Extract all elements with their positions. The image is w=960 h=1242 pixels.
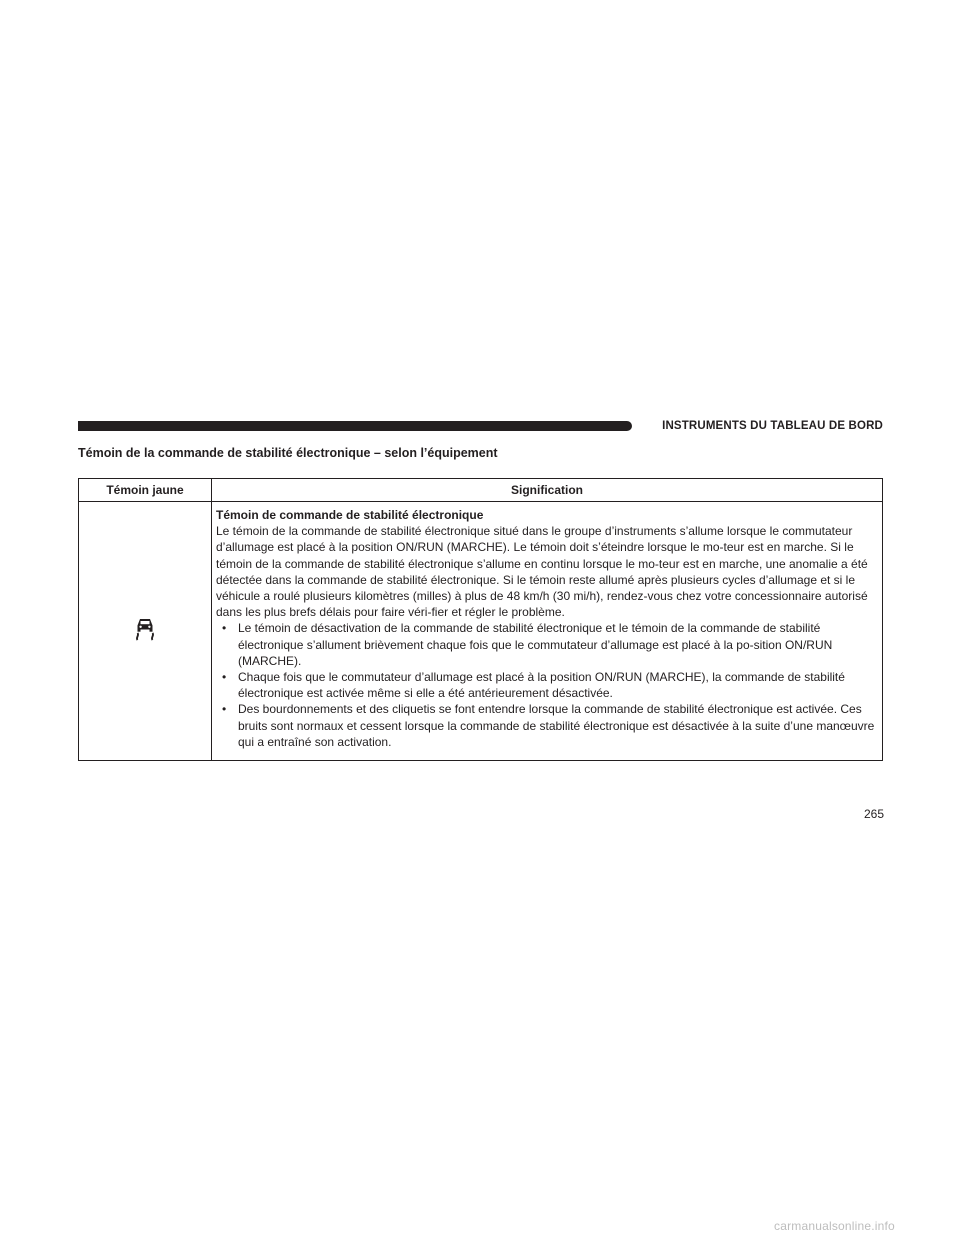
meaning-cell [212, 502, 883, 761]
electronic-stability-control-icon [134, 628, 156, 645]
column-header-meaning: Signification [212, 479, 883, 502]
header-rule-bar [78, 421, 632, 431]
list-item: • Des bourdonnements et des cliquetis se font entendre lorsque la commande de stabilité électronique est activée. Ces bruits sont normaux et cessent lorsque la commande de stabilité électronique est désactivée à la suite d’une manœuvre qui a entraîné son activation. [216, 701, 878, 750]
section-title: Témoin de la commande de stabilité électronique – selon l’équipement [78, 446, 498, 460]
meaning-title: Témoin de commande de stabilité électronique [216, 508, 484, 522]
meaning-paragraph: Le témoin de la commande de stabilité électronique situé dans le groupe d’instruments s’allume lorsque le commutateur d’allumage est placé à la position ON/RUN (MARCHE). Le témoin doit s’éteindre lorsque le mo-teur est en marche. Si le témoin de la commande de stabilité électronique s’allume en continu lorsque le mo-teur est en marche, une anomalie a été détectée dans la commande de stabilité électronique. Si le témoin reste allumé après plusieurs cycles d’allumage et si le véhicule a roulé plusieurs kilomètres (milles) à plus de 48 km/h (30 mi/h), rendez-vous chez votre concessionnaire autorisé dans les plus brefs délais pour faire véri-fier et régler le problème. [216, 524, 868, 620]
indicator-table [78, 478, 883, 761]
watermark: carmanualsonline.info [774, 1219, 895, 1233]
list-item: • Chaque fois que le commutateur d’allumage est placé à la position ON/RUN (MARCHE), la commande de stabilité électronique est activée même si elle a été antérieurement désactivée. [216, 669, 878, 701]
indicator-icon-cell [79, 502, 212, 761]
page-number: 265 [863, 807, 884, 821]
chapter-header: INSTRUMENTS DU TABLEAU DE BORD [662, 420, 883, 432]
list-item: • Le témoin de désactivation de la commande de stabilité électronique et le témoin de la commande de stabilité électronique s’allument brièvement chaque fois que le commutateur d’allumage est placé à la po-sition ON/RUN (MARCHE). [216, 620, 878, 669]
column-header-indicator: Témoin jaune [79, 479, 212, 502]
meaning-bullet-list [216, 620, 878, 750]
table-row [79, 502, 883, 761]
table-header-row [79, 479, 883, 502]
